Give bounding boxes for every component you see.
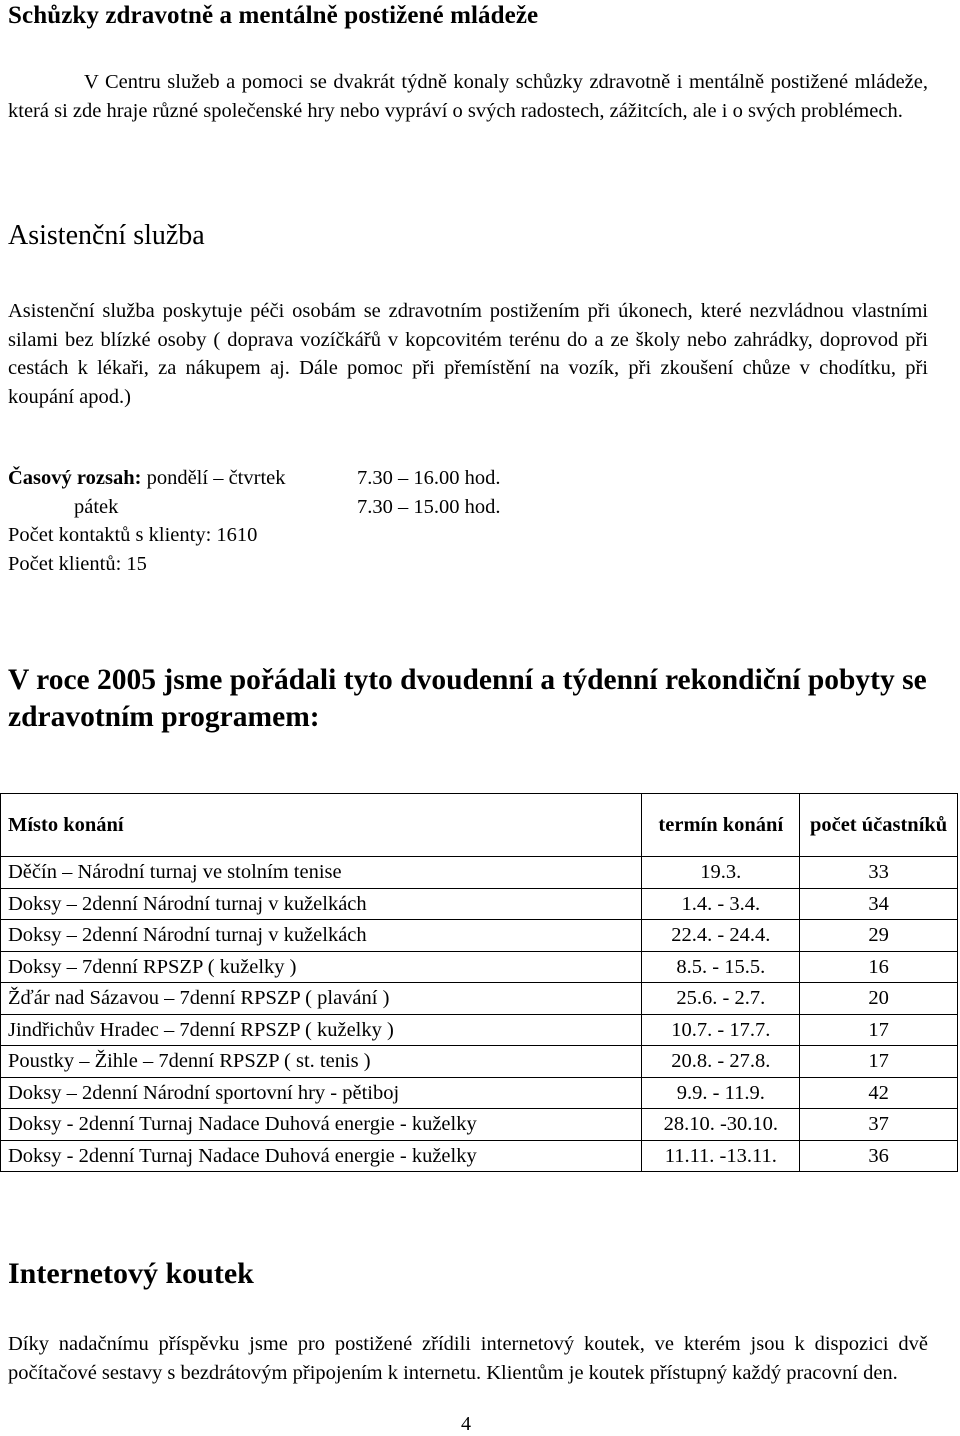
table-row (1, 857, 958, 889)
cell-date: 10.7. - 17.7. (642, 1014, 800, 1046)
cell-place: Doksy – 7denní RPSZP ( kuželky ) (1, 951, 642, 983)
cell-participants: 29 (800, 920, 958, 952)
cell-date: 20.8. - 27.8. (642, 1046, 800, 1078)
section-title-assistance: Asistenční služba (8, 220, 205, 251)
table-row (1, 1140, 958, 1172)
cell-date: 25.6. - 2.7. (642, 983, 800, 1015)
schedule-time-friday: 7.30 – 15.00 hod. (357, 495, 501, 518)
cell-place: Jindřichův Hradec – 7denní RPSZP ( kuželky ) (1, 1014, 642, 1046)
cell-participants: 20 (800, 983, 958, 1015)
table-row (1, 983, 958, 1015)
cell-place: Doksy – 2denní Národní turnaj v kuželkách (1, 920, 642, 952)
cell-participants: 17 (800, 1014, 958, 1046)
table-row (1, 888, 958, 920)
cell-place: Poustky – Žihle – 7denní RPSZP ( st. tenis ) (1, 1046, 642, 1078)
column-header-date: termín konání (642, 794, 800, 857)
schedule-time-weekdays: 7.30 – 16.00 hod. (357, 467, 501, 489)
schedule-row-friday (8, 493, 501, 522)
table-header-row (1, 794, 958, 857)
cell-date: 8.5. - 15.5. (642, 951, 800, 983)
section-title-youth-meetings: Schůzky zdravotně a mentálně postižené mládeže (8, 2, 539, 29)
section-title-internet-corner: Internetový koutek (8, 1257, 254, 1290)
table-row (1, 951, 958, 983)
cell-date: 1.4. - 3.4. (642, 888, 800, 920)
contacts-count: Počet kontaktů s klienty: 1610 (8, 524, 258, 546)
cell-date: 11.11. -13.11. (642, 1140, 800, 1172)
schedule-label: Časový rozsah: (8, 467, 142, 489)
cell-participants: 36 (800, 1140, 958, 1172)
page-number: 4 (461, 1413, 471, 1435)
schedule-days-friday: pátek (74, 495, 119, 518)
section-title-stays: V roce 2005 jsme pořádali tyto dvoudenní a týdenní rekondiční pobyty se zdravotním programem: (8, 664, 927, 733)
cell-place: Doksy – 2denní Národní turnaj v kuželkách (1, 888, 642, 920)
schedule-days-weekdays: pondělí – čtvrtek (146, 467, 286, 489)
schedule-row-weekdays (8, 464, 501, 493)
table-row (1, 1046, 958, 1078)
cell-place: Děčín – Národní turnaj ve stolním tenise (1, 857, 642, 889)
table-row (1, 1077, 958, 1109)
youth-meetings-paragraph: V Centru služeb a pomoci se dvakrát týdně konaly schůzky zdravotně i mentálně postižené mládeže, která si zde hraje různé společenské hry nebo vypráví o svých radostech, zážitcích, ale i o svých problémech. (8, 71, 928, 122)
cell-place: Doksy – 2denní Národní sportovní hry - pětiboj (1, 1077, 642, 1109)
cell-place: Doksy - 2denní Turnaj Nadace Duhová energie - kuželky (1, 1109, 642, 1141)
table-row (1, 1109, 958, 1141)
cell-date: 19.3. (642, 857, 800, 889)
cell-place: Žďár nad Sázavou – 7denní RPSZP ( plavání ) (1, 983, 642, 1015)
events-table-body (1, 857, 958, 1172)
cell-participants: 34 (800, 888, 958, 920)
events-table (0, 793, 958, 1172)
cell-participants: 16 (800, 951, 958, 983)
assistance-paragraph: Asistenční služba poskytuje péči osobám se zdravotním postižením při úkonech, které nezvládnou vlastními silami bez blízké osoby ( doprava vozíčkářů v kopcovitém terénu do a ze školy nebo zahrádky, doprovod při cestách k lékaři, za nákupem aj. Dále pomoc při přemístění na vozík, při zkoušení chůze v chodítku, při koupání apod.) (8, 300, 928, 408)
clients-count: Počet klientů: 15 (8, 552, 147, 575)
column-header-participants: počet účastníků (800, 794, 958, 857)
cell-participants: 17 (800, 1046, 958, 1078)
cell-date: 28.10. -30.10. (642, 1109, 800, 1141)
table-row (1, 920, 958, 952)
column-header-place: Místo konání (1, 794, 642, 857)
cell-participants: 33 (800, 857, 958, 889)
cell-place: Doksy - 2denní Turnaj Nadace Duhová energie - kuželky (1, 1140, 642, 1172)
internet-corner-paragraph: Díky nadačnímu příspěvku jsme pro postižené zřídili internetový koutek, ve kterém jsou k dispozici dvě počítačové sestavy s bezdrátovým připojením k internetu. Klientům je koutek přístupný každý pracovní den. (8, 1333, 928, 1384)
cell-participants: 37 (800, 1109, 958, 1141)
assistance-schedule (8, 464, 501, 578)
cell-participants: 42 (800, 1077, 958, 1109)
table-row (1, 1014, 958, 1046)
cell-date: 9.9. - 11.9. (642, 1077, 800, 1109)
cell-date: 22.4. - 24.4. (642, 920, 800, 952)
